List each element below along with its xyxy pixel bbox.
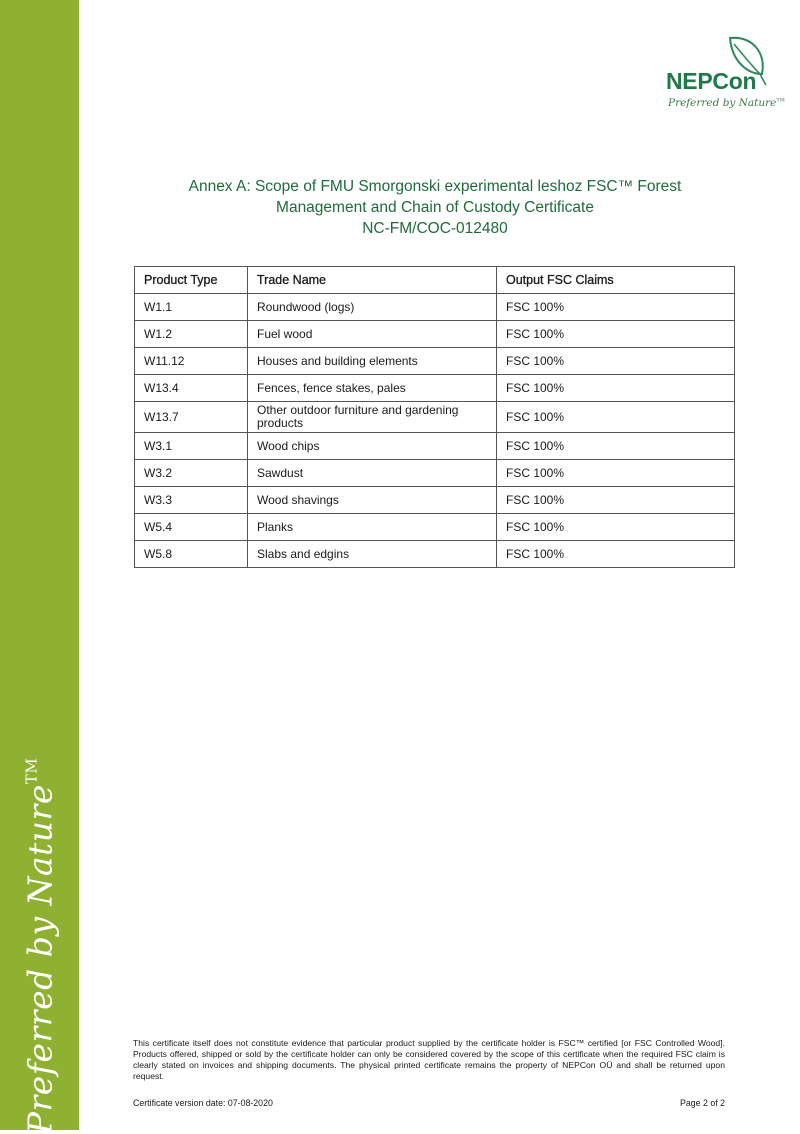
table-header-row — [135, 267, 735, 294]
cell-product-type: W3.1 — [135, 433, 248, 460]
certificate-version-date: Certificate version date: 07-08-2020 — [133, 1098, 273, 1108]
table-row — [135, 487, 735, 514]
logo-tagline: Preferred by Nature™ — [668, 97, 785, 109]
cell-output-claim: FSC 100% — [497, 375, 735, 402]
cell-product-type: W13.4 — [135, 375, 248, 402]
cell-output-claim: FSC 100% — [497, 460, 735, 487]
cell-product-type: W11.12 — [135, 348, 248, 375]
table-row — [135, 514, 735, 541]
table-row — [135, 375, 735, 402]
footer-disclaimer: This certificate itself does not constitute evidence that particular product supplied by the certificate holder is FSC™ certified [or FSC Controlled Wood]. Products offered, shipped or sold by the certificate holder can only be considered covered by the scope of this certificate when the required FSC claim is clearly stated on invoices and shipping documents. The physical printed certificate remains the property of NEPCon OÜ and shall be returned upon request. — [133, 1038, 725, 1081]
cell-trade-name: Wood shavings — [248, 487, 497, 514]
cell-product-type: W1.1 — [135, 294, 248, 321]
cell-trade-name: Fuel wood — [248, 321, 497, 348]
cell-product-type: W5.4 — [135, 514, 248, 541]
table-row — [135, 348, 735, 375]
title-line-2: Management and Chain of Custody Certificate — [276, 199, 594, 216]
cell-trade-name: Houses and building elements — [248, 348, 497, 375]
cell-output-claim: FSC 100% — [497, 294, 735, 321]
sidebar-band — [0, 0, 79, 1134]
cell-product-type: W3.3 — [135, 487, 248, 514]
cell-trade-name: Planks — [248, 514, 497, 541]
cell-trade-name: Wood chips — [248, 433, 497, 460]
cell-product-type: W13.7 — [135, 402, 248, 433]
cell-product-type: W5.8 — [135, 541, 248, 568]
scope-table — [134, 266, 735, 568]
cell-output-claim: FSC 100% — [497, 541, 735, 568]
logo-wordmark: NEPCon — [666, 68, 757, 94]
cell-output-claim: FSC 100% — [497, 514, 735, 541]
table-row — [135, 294, 735, 321]
nepcon-logo — [662, 34, 785, 116]
sidebar-tagline: Preferred by Nature™ — [20, 757, 60, 1134]
cell-output-claim: FSC 100% — [497, 487, 735, 514]
cell-trade-name: Other outdoor furniture and gardening products — [248, 402, 497, 433]
cell-output-claim: FSC 100% — [497, 433, 735, 460]
cell-trade-name: Fences, fence stakes, pales — [248, 375, 497, 402]
page-number: Page 2 of 2 — [680, 1098, 725, 1108]
cell-product-type: W3.2 — [135, 460, 248, 487]
header-product-type: Product Type — [135, 267, 248, 294]
table-row — [135, 433, 735, 460]
table-row — [135, 460, 735, 487]
cell-trade-name: Sawdust — [248, 460, 497, 487]
cell-output-claim: FSC 100% — [497, 321, 735, 348]
cell-output-claim: FSC 100% — [497, 348, 735, 375]
table-row — [135, 321, 735, 348]
cell-product-type: W1.2 — [135, 321, 248, 348]
header-trade-name: Trade Name — [248, 267, 497, 294]
cell-trade-name: Roundwood (logs) — [248, 294, 497, 321]
table-row — [135, 402, 735, 433]
cell-trade-name: Slabs and edgins — [248, 541, 497, 568]
page-title — [130, 176, 740, 239]
table-row — [135, 541, 735, 568]
title-line-1: Annex A: Scope of FMU Smorgonski experimental leshoz FSC™ Forest — [188, 178, 682, 195]
header-output-claims: Output FSC Claims — [497, 267, 735, 294]
title-line-3: NC-FM/COC-012480 — [362, 220, 508, 237]
cell-output-claim: FSC 100% — [497, 402, 735, 433]
